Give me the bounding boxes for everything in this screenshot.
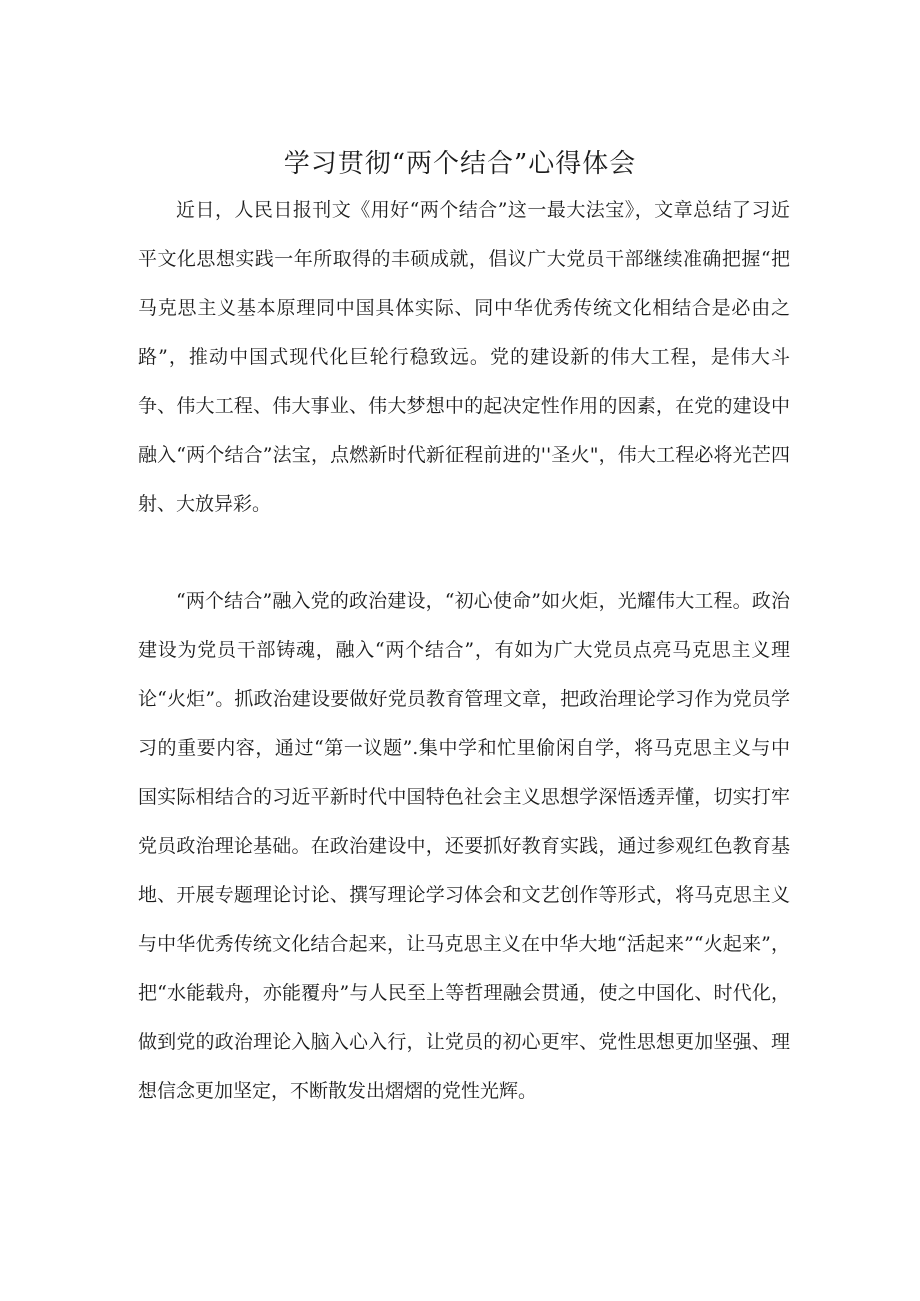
document-title: 学习贯彻“两个结合”心得体会	[283, 149, 637, 179]
paragraph-2: “两个结合”融入党的政治建设，“初心使命”如火炬，光耀伟大工程。政治建设为党员干部铸魂，融入“两个结合”，有如为广大党员点亮马克思主义理论“火炬”。抓政治建设要做好党员教育管理文章，把政治理论学习作为党员学习的重要内容，通过“第一议题”.集中学和忙里偷闲自学，将马克思主义与中国实际相结合的习近平新时代中国特色社会主义思想学深悟透弄懂，切实打牢党员政治理论基础。在政治建设中，还要抓好教育实践，通过参观红色教育基地、开展专题理论讨论、撰写理论学习体会和文艺创作等形式，将马克思主义与中华优秀传统文化结合起来，让马克思主义在中华大地“活起来”“火起来”，把“水能载舟，亦能覆舟”与人民至上等哲理融会贯通，使之中国化、时代化，做到党的政治理论入脑入心入行，让党员的初心更牢、党性思想更加坚强、理想信念更加坚定，不断散发出熠熠的党性光辉。	[138, 590, 790, 1102]
paragraph-1: 近日，人民日报刊文《用好“两个结合”这一最大法宝》，文章总结了习近平文化思想实践一年所取得的丰硕成就，倡议广大党员干部继续准确把握“把马克思主义基本原理同中国具体实际、同中华优秀传统文化相结合是必由之路”，推动中国式现代化巨轮行稳致远。党的建设新的伟大工程，是伟大斗争、伟大工程、伟大事业、伟大梦想中的起决定性作用的因素，在党的建设中融入“两个结合”法宝，点燃新时代新征程前进的''圣火"，伟大工程必将光芒四射、大放异彩。	[138, 199, 790, 515]
